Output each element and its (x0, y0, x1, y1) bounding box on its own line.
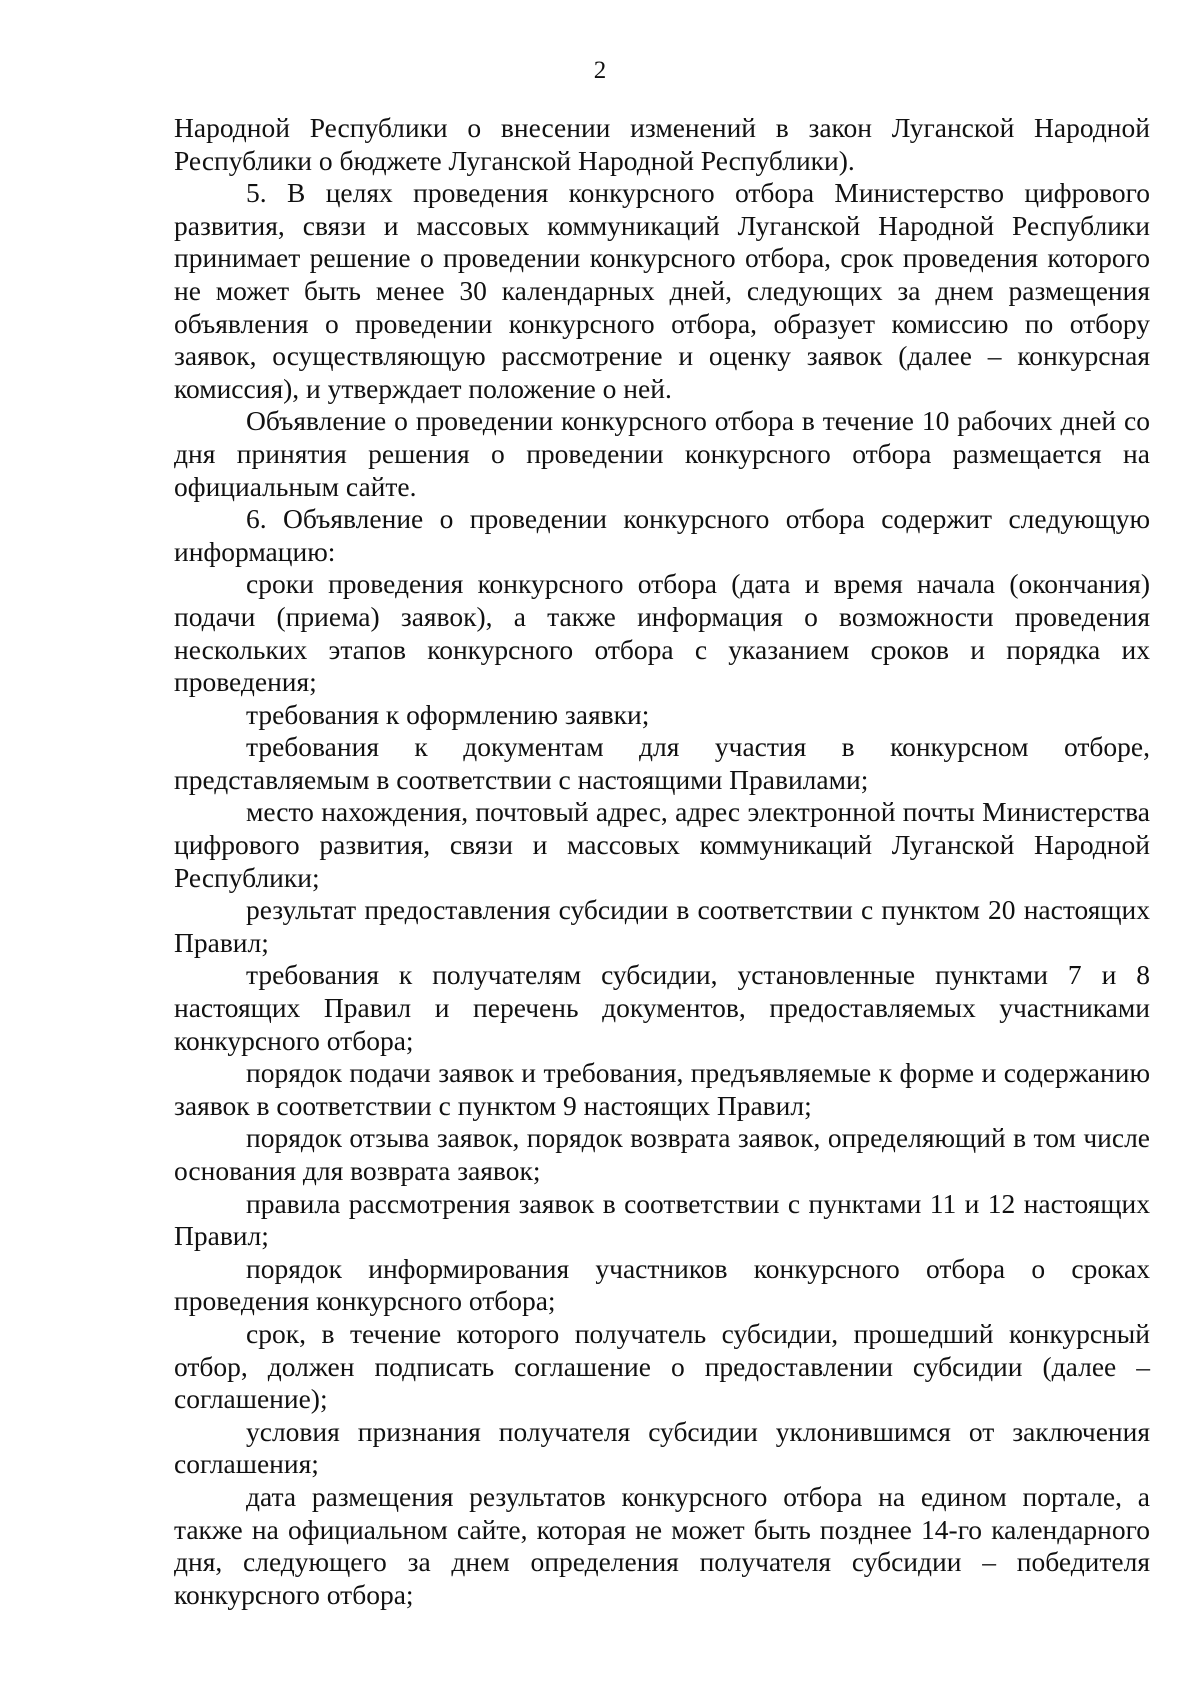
list-item-recipient-requirements: требования к получателям субсидии, установленные пунктами 7 и 8 настоящих Правил и перечень документов, предоставляемых участниками конкурсного отбора; (174, 959, 1150, 1056)
paragraph-item-6: 6. Объявление о проведении конкурсного отбора содержит следующую информацию: (174, 503, 1150, 567)
paragraph-announcement-publication: Объявление о проведении конкурсного отбора в течение 10 рабочих дней со дня принятия решения о проведении конкурсного отбора размещается на официальным сайте. (174, 405, 1150, 502)
list-item-informing-procedure: порядок информирования участников конкурсного отбора о сроках проведения конкурсного отбора; (174, 1252, 1150, 1317)
document-body (174, 112, 1150, 1611)
list-item-submission-procedure: порядок подачи заявок и требования, предъявляемые к форме и содержанию заявок в соответствии с пунктом 9 настоящих Правил; (174, 1057, 1150, 1121)
list-item-agreement-deadline: срок, в течение которого получатель субсидии, прошедший конкурсный отбор, должен подписать соглашение о предоставлении субсидии (далее – соглашение); (174, 1317, 1150, 1415)
list-item-subsidy-result: результат предоставления субсидии в соответствии с пунктом 20 настоящих Правил; (174, 894, 1150, 958)
paragraph-continuation: Народной Республики о внесении изменений в закон Луганской Народной Республики о бюджете Луганской Народной Республики). (174, 112, 1150, 176)
page-number: 2 (593, 57, 607, 84)
list-item-review-rules: правила рассмотрения заявок в соответствии с пунктами 11 и 12 настоящих Правил; (174, 1187, 1150, 1252)
list-item-evasion-conditions: условия признания получателя субсидии уклонившимся от заключения соглашения; (174, 1415, 1150, 1480)
list-item-ministry-address: место нахождения, почтовый адрес, адрес электронной почты Министерства цифрового развития, связи и массовых коммуникаций Луганской Народной Республики; (174, 796, 1150, 893)
paragraph-item-5: 5. В целях проведения конкурсного отбора Министерство цифрового развития, связи и массовых коммуникаций Луганской Народной Республики принимает решение о проведении конкурсного отбора, срок проведения которого не может быть менее 30 календарных дней, следующих за днем размещения объявления о проведении конкурсного отбора, образует комиссию по отбору заявок, осуществляющую рассмотрение и оценку заявок (далее – конкурсная комиссия), и утверждает положение о ней. (174, 177, 1150, 404)
list-item-results-publication-date: дата размещения результатов конкурсного отбора на едином портале, а также на официальном сайте, которая не может быть позднее 14-го календарного дня, следующего за днем определения получателя субсидии – победителя конкурсного отбора; (174, 1480, 1150, 1610)
list-item-withdrawal-procedure: порядок отзыва заявок, порядок возврата заявок, определяющий в том числе основания для возврата заявок; (174, 1122, 1150, 1186)
list-item-document-requirements: требования к документам для участия в конкурсном отборе, представляемым в соответствии с настоящими Правилами; (174, 731, 1150, 795)
list-item-application-format: требования к оформлению заявки; (246, 698, 650, 730)
list-item-selection-dates: сроки проведения конкурсного отбора (дата и время начала (окончания) подачи (приема) заявок), а также информация о возможности проведения нескольких этапов конкурсного отбора с указанием сроков и порядка их проведения; (174, 568, 1150, 698)
